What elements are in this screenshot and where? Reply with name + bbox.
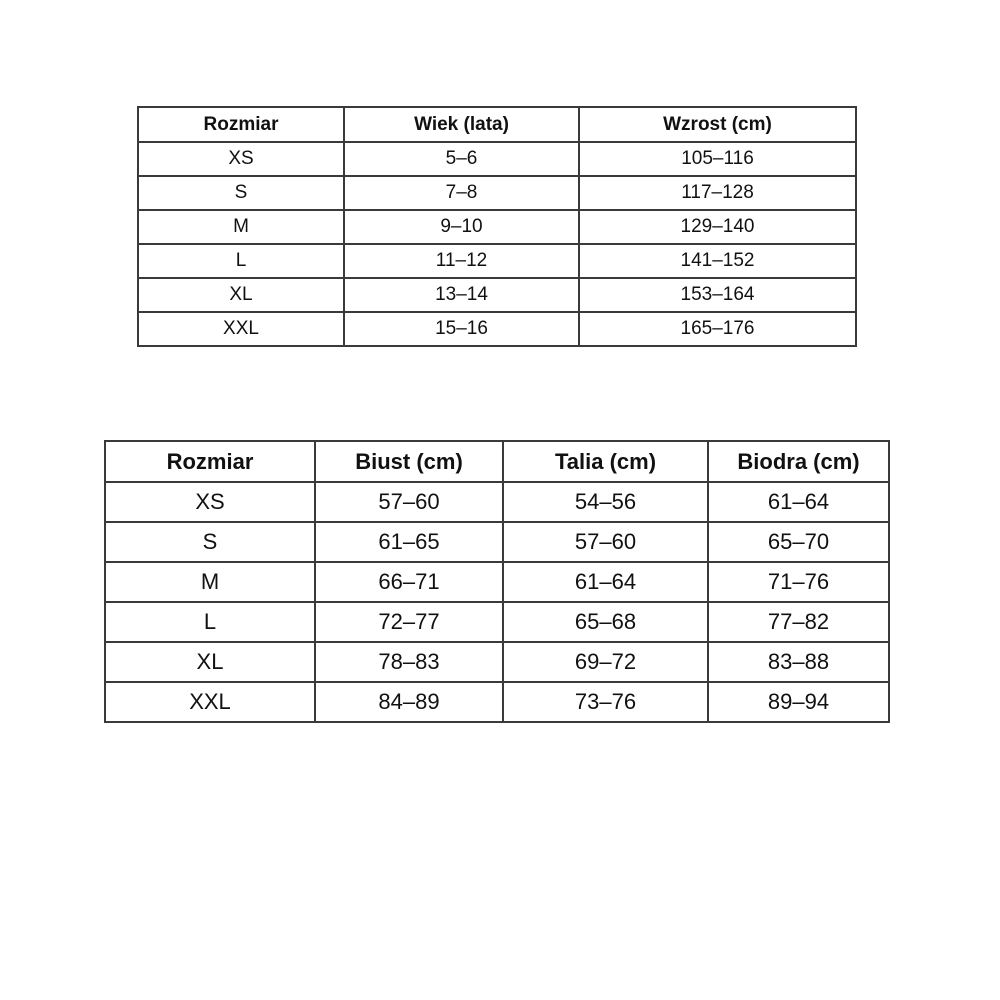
cell-age: 13–14 xyxy=(344,278,579,312)
cell-size: L xyxy=(138,244,344,278)
size-age-height-table xyxy=(137,106,857,347)
cell-size: XXL xyxy=(105,682,315,722)
table-row xyxy=(105,682,889,722)
cell-size: M xyxy=(105,562,315,602)
cell-height: 153–164 xyxy=(579,278,856,312)
table-row xyxy=(138,210,856,244)
cell-height: 165–176 xyxy=(579,312,856,346)
cell-height: 117–128 xyxy=(579,176,856,210)
cell-age: 11–12 xyxy=(344,244,579,278)
cell-age: 15–16 xyxy=(344,312,579,346)
size-measurements-table xyxy=(104,440,890,723)
cell-size: L xyxy=(105,602,315,642)
cell-size: XL xyxy=(105,642,315,682)
cell-hips: 65–70 xyxy=(708,522,889,562)
cell-height: 105–116 xyxy=(579,142,856,176)
table-header-row xyxy=(105,441,889,482)
cell-size: XS xyxy=(105,482,315,522)
header-bust: Biust (cm) xyxy=(315,441,503,482)
cell-bust: 61–65 xyxy=(315,522,503,562)
table-row xyxy=(105,642,889,682)
cell-bust: 66–71 xyxy=(315,562,503,602)
cell-size: XXL xyxy=(138,312,344,346)
cell-hips: 71–76 xyxy=(708,562,889,602)
cell-waist: 61–64 xyxy=(503,562,708,602)
cell-age: 7–8 xyxy=(344,176,579,210)
cell-waist: 73–76 xyxy=(503,682,708,722)
header-size: Rozmiar xyxy=(105,441,315,482)
cell-waist: 69–72 xyxy=(503,642,708,682)
table-row xyxy=(105,522,889,562)
cell-height: 129–140 xyxy=(579,210,856,244)
header-waist: Talia (cm) xyxy=(503,441,708,482)
cell-bust: 57–60 xyxy=(315,482,503,522)
table-row xyxy=(138,176,856,210)
header-hips: Biodra (cm) xyxy=(708,441,889,482)
header-height: Wzrost (cm) xyxy=(579,107,856,142)
cell-waist: 65–68 xyxy=(503,602,708,642)
table-row xyxy=(138,244,856,278)
cell-hips: 61–64 xyxy=(708,482,889,522)
cell-waist: 57–60 xyxy=(503,522,708,562)
table-row xyxy=(105,562,889,602)
cell-hips: 89–94 xyxy=(708,682,889,722)
cell-bust: 84–89 xyxy=(315,682,503,722)
cell-height: 141–152 xyxy=(579,244,856,278)
cell-size: M xyxy=(138,210,344,244)
cell-size: S xyxy=(105,522,315,562)
cell-bust: 78–83 xyxy=(315,642,503,682)
cell-age: 9–10 xyxy=(344,210,579,244)
table-row xyxy=(138,278,856,312)
cell-bust: 72–77 xyxy=(315,602,503,642)
table-row xyxy=(138,142,856,176)
cell-size: XS xyxy=(138,142,344,176)
table-row xyxy=(138,312,856,346)
header-size: Rozmiar xyxy=(138,107,344,142)
table-row xyxy=(105,602,889,642)
cell-size: XL xyxy=(138,278,344,312)
table-header-row xyxy=(138,107,856,142)
cell-waist: 54–56 xyxy=(503,482,708,522)
cell-size: S xyxy=(138,176,344,210)
table-row xyxy=(105,482,889,522)
cell-hips: 83–88 xyxy=(708,642,889,682)
cell-hips: 77–82 xyxy=(708,602,889,642)
cell-age: 5–6 xyxy=(344,142,579,176)
header-age: Wiek (lata) xyxy=(344,107,579,142)
